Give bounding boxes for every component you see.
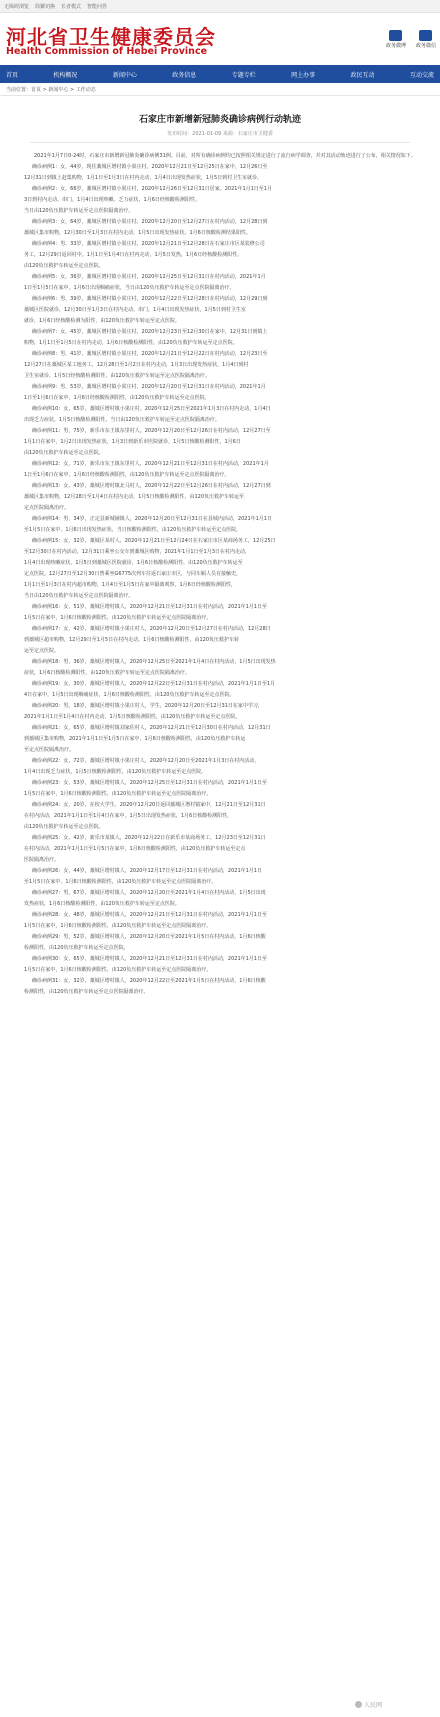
case-line: 确诊病例25：女，42岁，新乐市某镇人，2020年12月22日在新乐市某商场务工，12月23日至12月31日 <box>32 835 266 841</box>
case-paragraph <box>24 800 416 833</box>
case-line: 至定点医院隔离治疗。 <box>24 747 75 753</box>
case-line: 确诊病例27：男，67岁，藁城区增村镇人，2020年12月20日至2021年1月4日在村内活动，1月5日出现 <box>32 890 266 896</box>
case-paragraph <box>24 910 416 932</box>
case-paragraph <box>24 723 416 756</box>
case-line: 1日至1月5日在家中，1月6日出现咽痛症状，当日由120负压救护车转运至定点医院隔离治疗。 <box>24 285 235 291</box>
case-line: 1月1日在家中，1月2日出现发热症状，1月3日到新乐市医院就诊，1月5日核酸检测阳性，1月6日 <box>24 439 241 445</box>
case-line: 卫生室就诊，1月5日经核酸检测阳性，由120负压救护车转运至定点医院隔离治疗。 <box>24 373 210 379</box>
header-link-label: 政务微信 <box>415 43 436 49</box>
case-line: 由120负压救护车转运至定点医院。 <box>24 824 104 830</box>
case-paragraph <box>24 833 416 866</box>
case-paragraph <box>24 976 416 998</box>
case-line: 确诊病例19：女，30岁，藁城区增村镇人，2020年12月22日至12月31日在村内活动，2021年1月1日至1月 <box>32 681 276 687</box>
nav-item[interactable]: 政民互动 <box>350 71 375 79</box>
article-body <box>0 143 440 998</box>
case-line: 出现乏力症状，1月5日核酸检测阳性，当日由120负压救护车转运至定点医院隔离治疗。 <box>24 417 220 423</box>
case-line: 当日由120负压救护车转运至定点医院隔离治疗。 <box>24 593 134 599</box>
case-line: 确诊病例7：女，45岁，藁城区增村镇小果庄村。2020年12月23日至12月30日在家中，12月31日到镇上 <box>32 329 268 335</box>
case-line: 1日至1月6日在家中，1月6日经核酸检测阳性，由120负压救护车转运至定点医院。 <box>24 395 210 401</box>
case-line: 确诊病例8：男，41岁，藁城区增村镇小果庄村。2020年12月21日至12月22日在村内活动，12月23日至 <box>32 351 268 357</box>
top-link[interactable]: 长者模式 <box>61 3 82 10</box>
case-line: 确诊病例29：男，52岁，藁城区增村镇人，2020年12月20日至2021年1月5日在村内活动，1月6日核酸 <box>32 934 266 940</box>
case-paragraph <box>24 888 416 910</box>
case-line: 购物，1月1日至1月5日在村内走动，1月6日核酸检测阳性，由120负压救护车转运至定点医院。 <box>24 340 238 346</box>
nav-item[interactable]: 新闻中心 <box>112 71 137 79</box>
case-paragraph <box>24 184 416 217</box>
case-line: 检测阳性，由120负压救护车转运至定点医院隔离治疗。 <box>24 989 149 995</box>
top-link[interactable]: 简繁切换 <box>35 3 56 10</box>
case-line: 运至定点医院。 <box>24 648 60 654</box>
case-line: 确诊病例12：女，71岁，新乐市东王镇东里村人，2020年12月21日至12月31日在村内活动，2021年1月 <box>32 461 269 467</box>
case-line: 在村内活动，2021年1月1日至1月4日在家中，1月5日出现发热症状，1月6日核酸检测阳性， <box>24 813 233 819</box>
case-paragraph <box>24 349 416 382</box>
case-paragraph <box>24 657 416 679</box>
nav-item[interactable]: 政务信息 <box>172 71 197 79</box>
case-line: 确诊病例5：女，36岁，藁城区增村镇小果庄村，2020年12月25日至12月31日在村内活动，2021年1月 <box>32 274 266 280</box>
case-paragraph <box>24 514 416 536</box>
case-paragraph <box>24 162 416 184</box>
case-paragraph <box>24 481 416 514</box>
case-paragraph <box>24 624 416 657</box>
case-line: 至12月30日在村内活动，12月31日乘坐公交车到藁城区购物，2021年1月1日至1月3日在村内走动， <box>24 549 250 555</box>
case-paragraph <box>24 701 416 723</box>
case-line: 确诊病例2：女，66岁，藁城区增村镇小果庄村，2020年12月26日至12月31日居家。2021年1月1日至1月 <box>32 186 272 192</box>
watermark-text: 人民网 <box>363 1702 382 1709</box>
case-line: 确诊病例9：男，53岁，藁城区增村镇小果庄村，2020年12月20日至12月31日在村内活动，2021年1月 <box>32 384 266 390</box>
case-line: 1月5日在家中，1月6日核酸检测阳性，由120负压救护车转运至定点医院隔离治疗。 <box>24 791 212 797</box>
header-link[interactable] <box>416 30 436 49</box>
nav-item[interactable]: 专题专栏 <box>231 71 256 79</box>
case-line: 3日到村内走动、串门，1月4日出现咳嗽、乏力症状，1月6日经核酸检测阳性。 <box>24 197 200 203</box>
case-line: 确诊病例14：男，34岁，正定县新城铺镇人，2020年12月20日至12月31日在县城内活动，2021年1月1日 <box>32 516 272 522</box>
case-line: 1月4日出现咳嗽症状，1月5日到藁城区医院就诊，1月6日核酸检测阳性，由120负压救护车转运至 <box>24 560 243 566</box>
site-header <box>0 13 440 65</box>
case-line: 由120负压救护车转运至定点医院。 <box>24 450 104 456</box>
case-paragraph <box>24 294 416 327</box>
case-line: 1日至1月6日在家中，1月6日经核酸检测阳性，由120负压救护车转运至定点医院隔离治疗。 <box>24 472 230 478</box>
nav-item[interactable]: 互动交流 <box>409 71 434 79</box>
case-line: 确诊病例18：男，36岁，藁城区增村镇人，2020年12月25日至2021年1月4日在村内活动，1月5日出现发热 <box>32 659 276 665</box>
case-line: 确诊病例16：女，51岁，藁城区增村镇人，2020年12月21日至12月31日在村内活动，2021年1月1日至 <box>32 604 267 610</box>
case-line: 在村内活动，2021年1月1日至1月5日在家中，1月6日核酸检测阳性，由120负压救护车转运至定点 <box>24 846 246 852</box>
case-paragraph <box>24 327 416 349</box>
case-paragraph <box>24 679 416 701</box>
case-line: 确诊病例11：男，75岁，新乐市东王镇东里村人。2020年12月20日至12月26日在村内活动，12月27日至 <box>32 428 271 434</box>
case-line: 发热症状，1月6日核酸检测阳性，由120负压救护车转运至定点医院。 <box>24 901 180 907</box>
case-line: 定点医院。12月27日至12月30日曾乘坐G6775次列车往返石家庄市区，与同车厢人员有接触史， <box>24 571 242 577</box>
watermark <box>355 1700 382 1709</box>
case-line: 1月4日出现乏力症状，1月5日核酸检测阳性，由120负压救护车转运至定点医院。 <box>24 769 207 775</box>
case-line: 由120负压救护车转运至定点医院。 <box>24 263 104 269</box>
case-line: 确诊病例15：女，32岁，藁城区某村人，2020年12月21日至12月24日在石家庄市区某商场务工，12月25日 <box>32 538 276 544</box>
wechat-icon <box>419 30 432 41</box>
case-line: 到藁城区集市购物，2021年1月1日至1月5日在家中，1月6日核酸检测阳性，由120负压救护车转运 <box>24 736 246 742</box>
case-line: 12月31日到镇上赶集购物，1月1日至1月3日在村内走动，1月4日出现发热症状，1月5日到村卫生室就诊， <box>24 175 263 181</box>
case-line: 藁城区集市购物，12月28日至1月4日在村内走动，1月5日核酸检测阳性，由120负压救护车转运至 <box>24 494 244 500</box>
case-line: 1月5日在家中，1月6日核酸检测阳性，由120负压救护车转运至定点医院隔离治疗。 <box>24 615 212 621</box>
site-title-cn[interactable]: 河北省卫生健康委员会 <box>6 25 216 49</box>
case-line: 确诊病例13：女，43岁，藁城区增村镇北马村人，2020年12月22日至12月26日在村内活动，12月27日到 <box>32 483 271 489</box>
case-line: 务工，12月29日返回村中。1月1日至1月4日在村内走动，1月5日发热，1月6日经核酸检测阳性。 <box>24 252 243 258</box>
case-line: 确诊病例30：女，65岁，藁城区增村镇人，2020年12月21日至12月31日在村内活动，2021年1月1日至 <box>32 956 267 962</box>
case-paragraph <box>24 756 416 778</box>
case-paragraph <box>24 866 416 888</box>
watermark-logo-icon <box>355 1701 362 1708</box>
breadcrumb: 当前位置：首页 > 新闻中心 > 工作动态 <box>0 83 440 96</box>
main-nav <box>0 65 440 83</box>
case-line: 确诊病例26：女，44岁，藁城区增村镇人，2020年12月17日至12月31日在村内活动，2021年1月1日 <box>32 868 262 874</box>
case-line: 医院隔离治疗。 <box>24 857 60 863</box>
case-line: 症状，1月6日核酸检测阳性，由120负压救护车转运至定点医院隔离治疗。 <box>24 670 190 676</box>
case-line: 藁城区集市购物，12月30日至1月3日在村内走动，1月5日出现发热症状，1月6日核酸检测结果阳性。 <box>24 230 251 236</box>
header-links <box>386 30 436 49</box>
top-link[interactable]: 智能问答 <box>87 3 108 10</box>
case-line: 确诊病例22：女，72岁，藁城区增村镇小果庄村人，2020年12月20日至2021年1月3日在村内活动， <box>32 758 260 764</box>
case-line: 确诊病例21：女，65岁，藁城区增村镇刘家佐村人，2020年12月21日至12月30日在村内活动，12月31日 <box>32 725 271 731</box>
case-paragraph <box>24 932 416 954</box>
case-line: 确诊病例1：女，44岁，现住藁城区增村镇小果庄村。2020年12月21日至12月25日在家中，12月26日至 <box>32 164 268 170</box>
article-intro: 2021年1月7日0-24时，石家庄市新增新冠肺炎确诊病例31例。目前，对所有确诊病例均已按照相关规定进行了流行病学调查，并对其活动轨迹进行了公布，相关情况如下。 <box>34 153 416 159</box>
case-line: 确诊病例3：女，64岁，藁城区增村镇小果庄村。2020年12月20日至12月27日在村内活动，12月28日到 <box>32 219 268 225</box>
case-line: 1月5日在家中，1月6日核酸检测阳性，由120负压救护车转运至定点医院隔离治疗。 <box>24 967 212 973</box>
case-line: 当日由120负压救护车转运至定点医院隔离治疗。 <box>24 208 134 214</box>
article-meta: 发布时间：2021-01-09 来源：石家庄市卫健委 <box>30 130 410 143</box>
case-paragraph <box>24 602 416 624</box>
case-line: 2021年1月1日至1月4日在村内走动，1月5日核酸检测阳性，由120负压救护车转运至定点医院。 <box>24 714 241 720</box>
case-line: 确诊病例23：女，53岁，藁城区增村镇人，2020年12月25日至12月31日在村内活动，2021年1月1日至 <box>32 780 267 786</box>
header-link-label: 政务微博 <box>385 43 406 49</box>
case-line: 至1月5日在家中，1月6日出现发热症状，当日核酸检测阳性，由120负压救护车转运至定点医院。 <box>24 527 242 533</box>
top-utility-bar <box>0 0 440 13</box>
case-line: 至1月5日在家中，1月6日核酸检测阳性，由120负压救护车转运至定点医院隔离治疗。 <box>24 879 217 885</box>
case-line: 检测阳性，由120负压救护车转运至定点医院。 <box>24 945 129 951</box>
case-line: 4日在家中，1月5日出现咽痛症状，1月6日核酸检测阳性，由120负压救护车转运至定点医院。 <box>24 692 235 698</box>
nav-item[interactable]: 网上办事 <box>291 71 316 79</box>
nav-item[interactable]: 首页 <box>6 71 19 79</box>
case-line: 12月27日在藁城区某工地务工，12月28日至1月2日在村内走动，1月3日出现发热症状，1月4日到村 <box>24 362 249 368</box>
case-line: 藁城区医院就诊，12月30日至1月3日在村内走动、串门，1月4日出现发热症状，1月5日到村卫生室 <box>24 307 246 313</box>
case-line: 到藁城区超市购物，12月29日至1月5日在村内走动，1月6日核酸检测阳性，由120负压救护车转 <box>24 637 239 643</box>
case-line: 1月1日至1月3日在村内超市购物，1月4日至1月5日在家中隔离观察，1月6日经核酸检测阳性， <box>24 582 236 588</box>
case-paragraph <box>24 536 416 602</box>
case-paragraph <box>24 954 416 976</box>
case-line: 确诊病例20：男，18岁，藁城区增村镇小果庄村人，学生，2020年12月20日至12月31日在家中学习， <box>32 703 263 709</box>
case-paragraph <box>24 382 416 404</box>
case-paragraph <box>24 272 416 294</box>
case-list <box>24 162 416 998</box>
case-line: 确诊病例31：女，32岁，藁城区增村镇人，2020年12月22日至2021年1月5日在村内活动，1月6日核酸 <box>32 978 266 984</box>
case-line: 1月5日在家中，1月6日核酸检测阳性，由120负压救护车转运至定点医院隔离治疗。 <box>24 923 212 929</box>
case-line: 确诊病例4：男，33岁，藁城区增村镇小果庄村。2020年12月21日至12月28日在石家庄市区某装修公司 <box>32 241 265 247</box>
top-link[interactable]: 无障碍浏览 <box>4 3 30 10</box>
article-title: 石家庄市新增新冠肺炎确诊病例行动轨迹 <box>138 115 301 125</box>
case-paragraph <box>24 404 416 426</box>
case-line: 确诊病例10：女，65岁，藁城区增村镇小果庄村。2020年12月25日至2021年1月3日在村内走动，1月4日 <box>32 406 271 412</box>
case-line: 确诊病例6：男，39岁，藁城区增村镇小果庄村。2020年12月22日至12月28日在村内活动，12月29日到 <box>32 296 268 302</box>
case-line: 就诊，1月6日经核酸检测为阳性，由120负压救护车转运至定点医院。 <box>24 318 180 324</box>
case-paragraph <box>24 217 416 239</box>
case-paragraph <box>24 778 416 800</box>
case-line: 确诊病例17：女，42岁，藁城区增村镇小果庄村人，2020年12月20日至12月27日在村内活动，12月28日 <box>32 626 271 632</box>
weibo-icon <box>389 30 402 41</box>
case-line: 确诊病例24：女，20岁，在校大学生，2020年12月20日返回藁城区增村镇家中，12月21日至12月31日 <box>32 802 266 808</box>
header-link[interactable] <box>386 30 406 49</box>
case-line: 确诊病例28：女，48岁，藁城区增村镇人，2020年12月21日至12月31日在村内活动，2021年1月1日至 <box>32 912 267 918</box>
case-paragraph <box>24 459 416 481</box>
case-paragraph <box>24 426 416 459</box>
site-title-en: Health Commission of Hebei Province <box>6 46 208 57</box>
nav-item[interactable]: 机构概况 <box>53 71 78 79</box>
case-line: 定点医院隔离治疗。 <box>24 505 70 511</box>
case-paragraph <box>24 239 416 272</box>
